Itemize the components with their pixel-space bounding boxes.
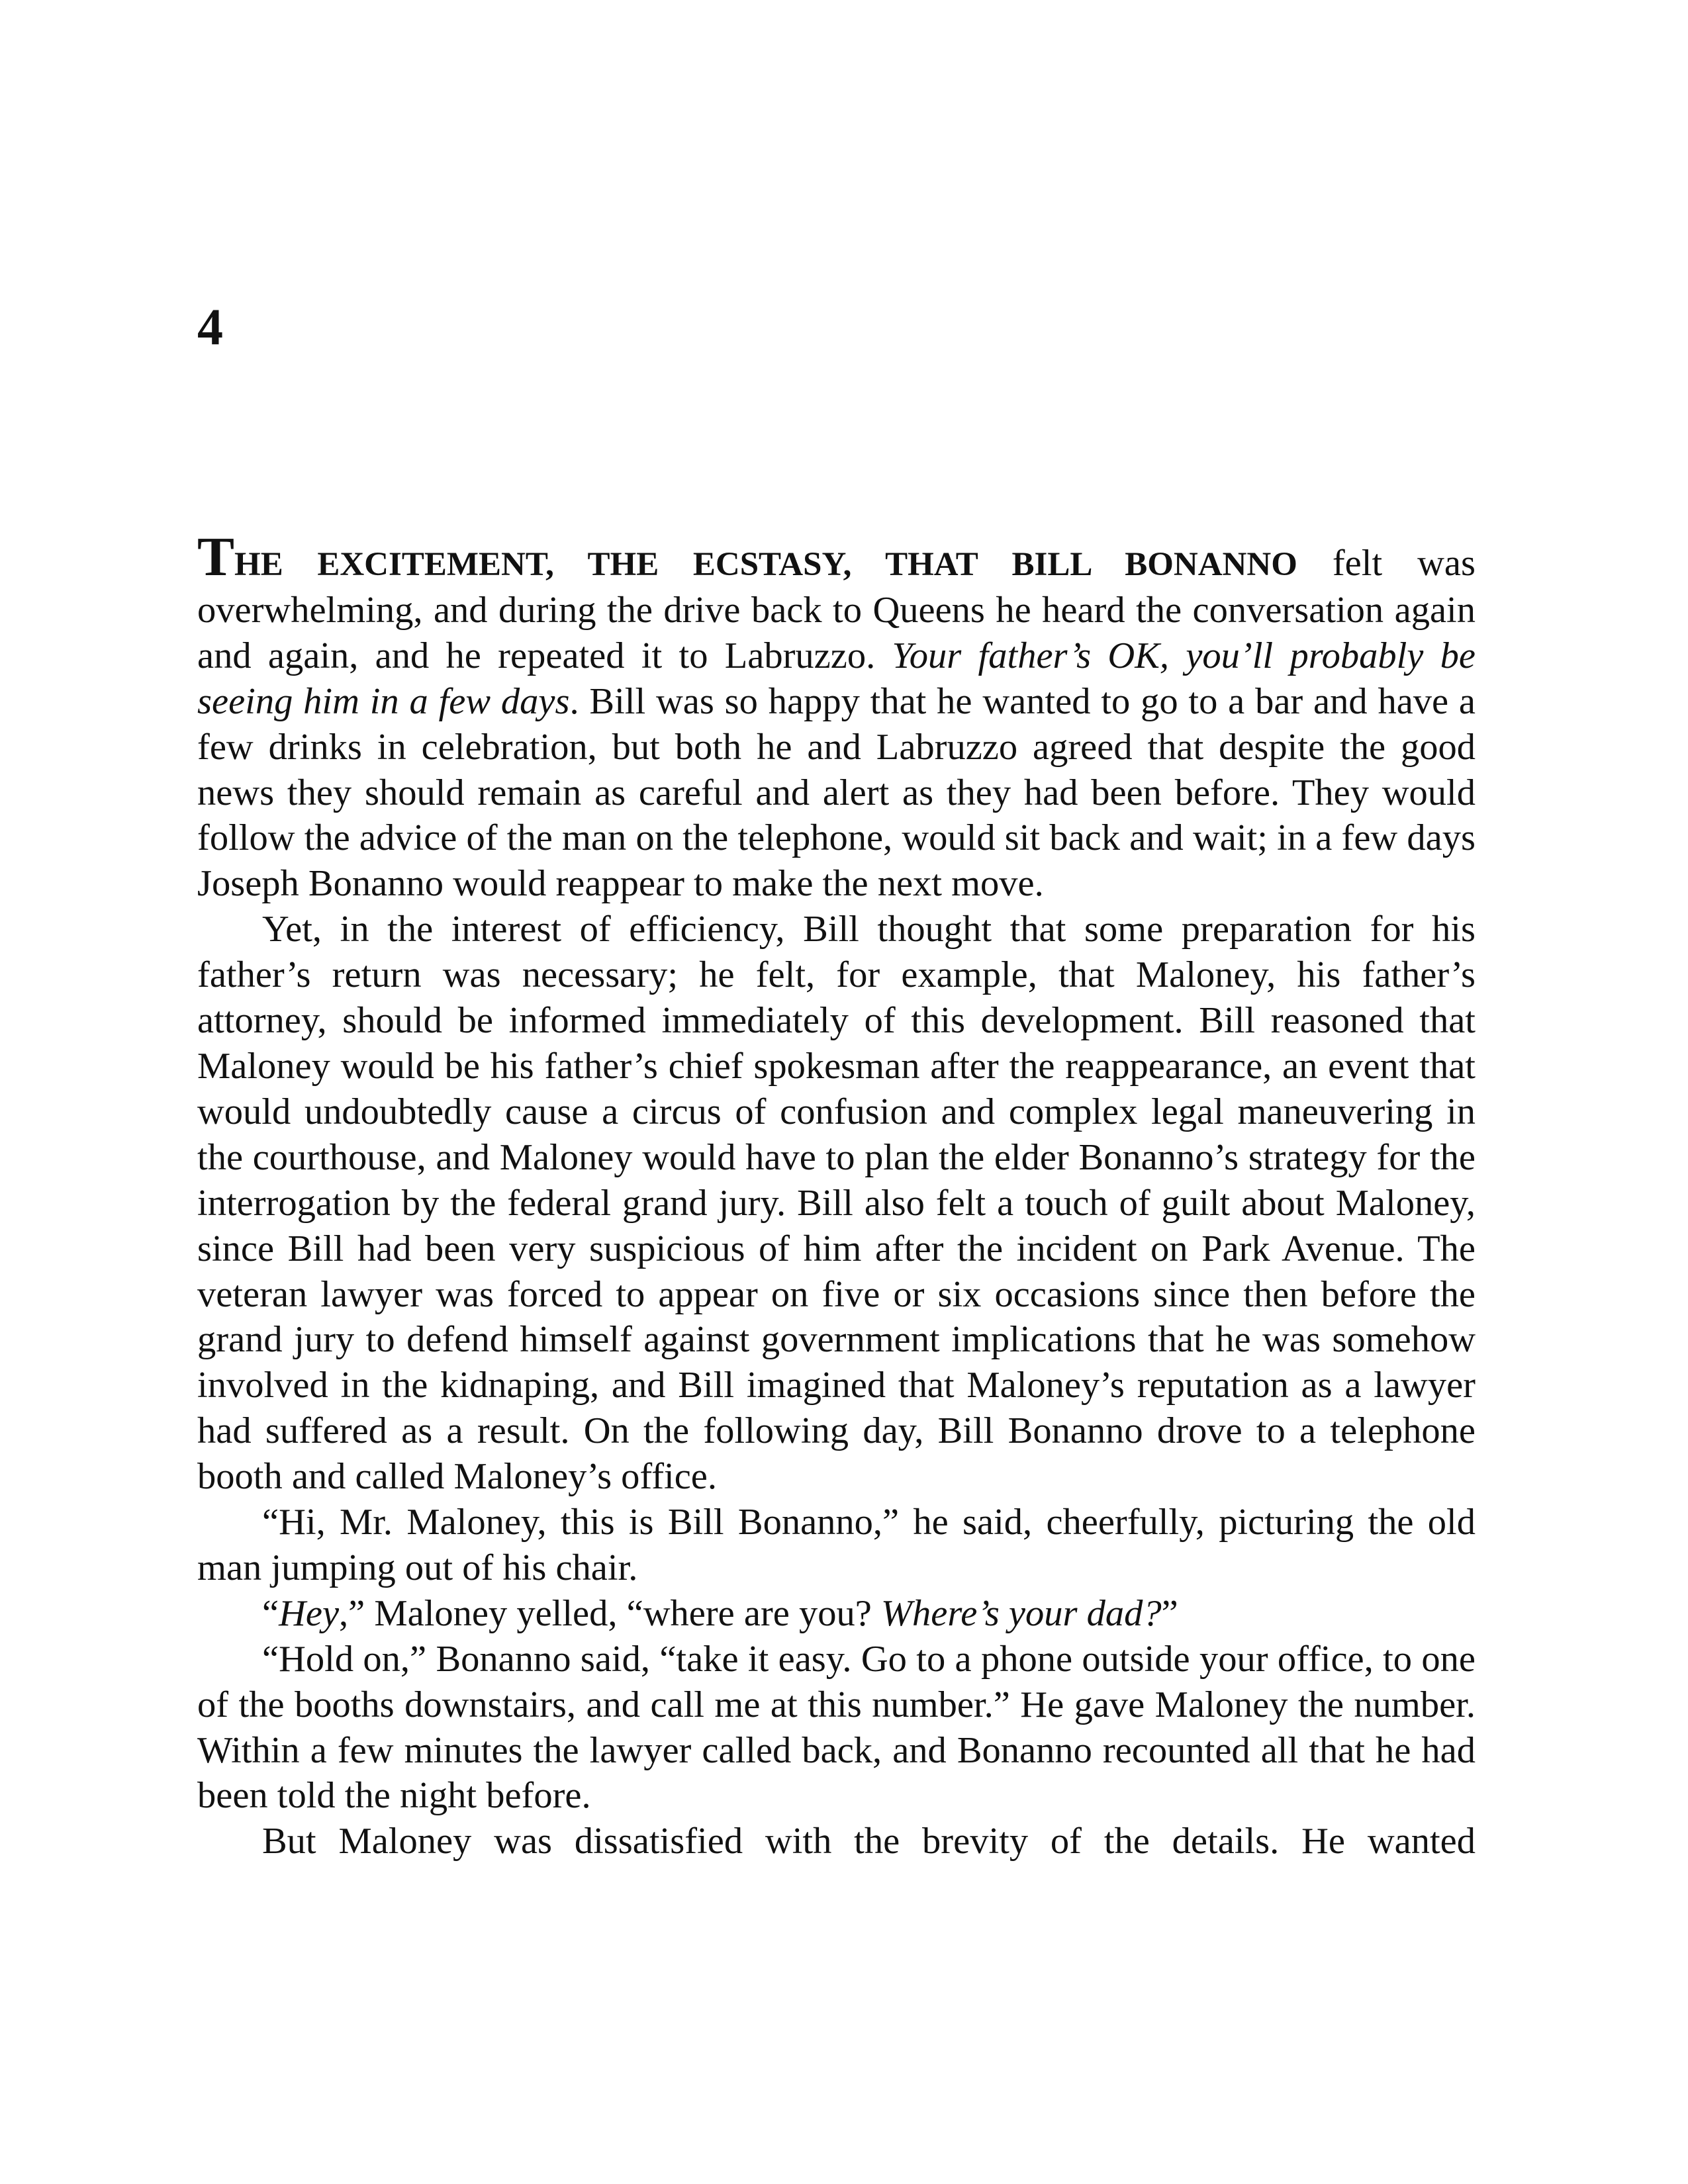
paragraph-opening <box>197 526 1476 907</box>
italic-question: Where’s your dad? <box>880 1592 1162 1634</box>
paragraph-text: . Bill was so happy that he wanted to go to a bar and have a few drinks in celebration, but both he and Labruzzo agreed that despite the good news they should remain as careful and alert as they had been before. They would follow the advice of the man on the telephone, would sit back and wait; in a few days Joseph Bonanno would reappear to make the next move. <box>197 680 1476 905</box>
paragraph-continued: But Maloney was dissatisfied with the brevity of the details. He wanted <box>262 1821 1476 1862</box>
paragraph: Yet, in the interest of efficiency, Bill thought that some preparation for his father’s return was necessary; he felt, for example, that Maloney, his father’s attorney, should be informed immediately of this development. Bill reasoned that Maloney would be his father’s chief spokesman after the reappearance, an event that would undoubtedly cause a circus of confusion and complex legal maneuvering in the courthouse, and Maloney would have to plan the elder Bonanno’s strategy for the interrogation by the federal grand jury. Bill also felt a touch of guilt about Maloney, since Bill had been very suspicious of him after the incident on Park Avenue. The veteran lawyer was forced to appear on five or six occasions since then before the grand jury to defend himself against government implications that he was somehow involved in the kidnaping, and Bill imagined that Maloney’s reputation as a lawyer had suffered as a result. On the following day, Bill Bonanno drove to a telephone booth and called Maloney’s office. <box>197 909 1476 1498</box>
close-quote: ” <box>1161 1592 1178 1634</box>
chapter-opener <box>197 526 1297 588</box>
paragraph-dialogue: “Hold on,” Bonanno said, “take it easy. Go to a phone outside your office, to one of the booths downstairs, and call me at this number.” He gave Maloney the number. Within a few minutes the lawyer called back, and Bonanno recounted all that he had been told the night before. <box>197 1638 1476 1817</box>
italic-word: Hey <box>279 1592 340 1634</box>
opener-smallcaps: HE EXCITEMENT, THE ECSTASY, THAT BILL BONANNO <box>234 546 1297 583</box>
chapter-body <box>197 526 1476 1864</box>
paragraph-text: ,” Maloney yelled, “where are you? <box>339 1592 881 1634</box>
italic-quote: Your father’s OK, you’ll probably be seeing him in a few days <box>197 635 1476 722</box>
paragraph-text: felt was overwhelming, and during the drive back to Queens he heard the conversation again and again, and he repeated it to Labruzzo. <box>197 543 1476 676</box>
chapter-number: 4 <box>197 298 223 355</box>
opener-initial: T <box>197 526 235 588</box>
paragraph-dialogue <box>197 1591 1476 1637</box>
paragraph-dialogue: “Hi, Mr. Maloney, this is Bill Bonanno,” he said, cheerfully, picturing the old man jumping out of his chair. <box>197 1502 1476 1588</box>
open-quote: “ <box>262 1592 279 1634</box>
